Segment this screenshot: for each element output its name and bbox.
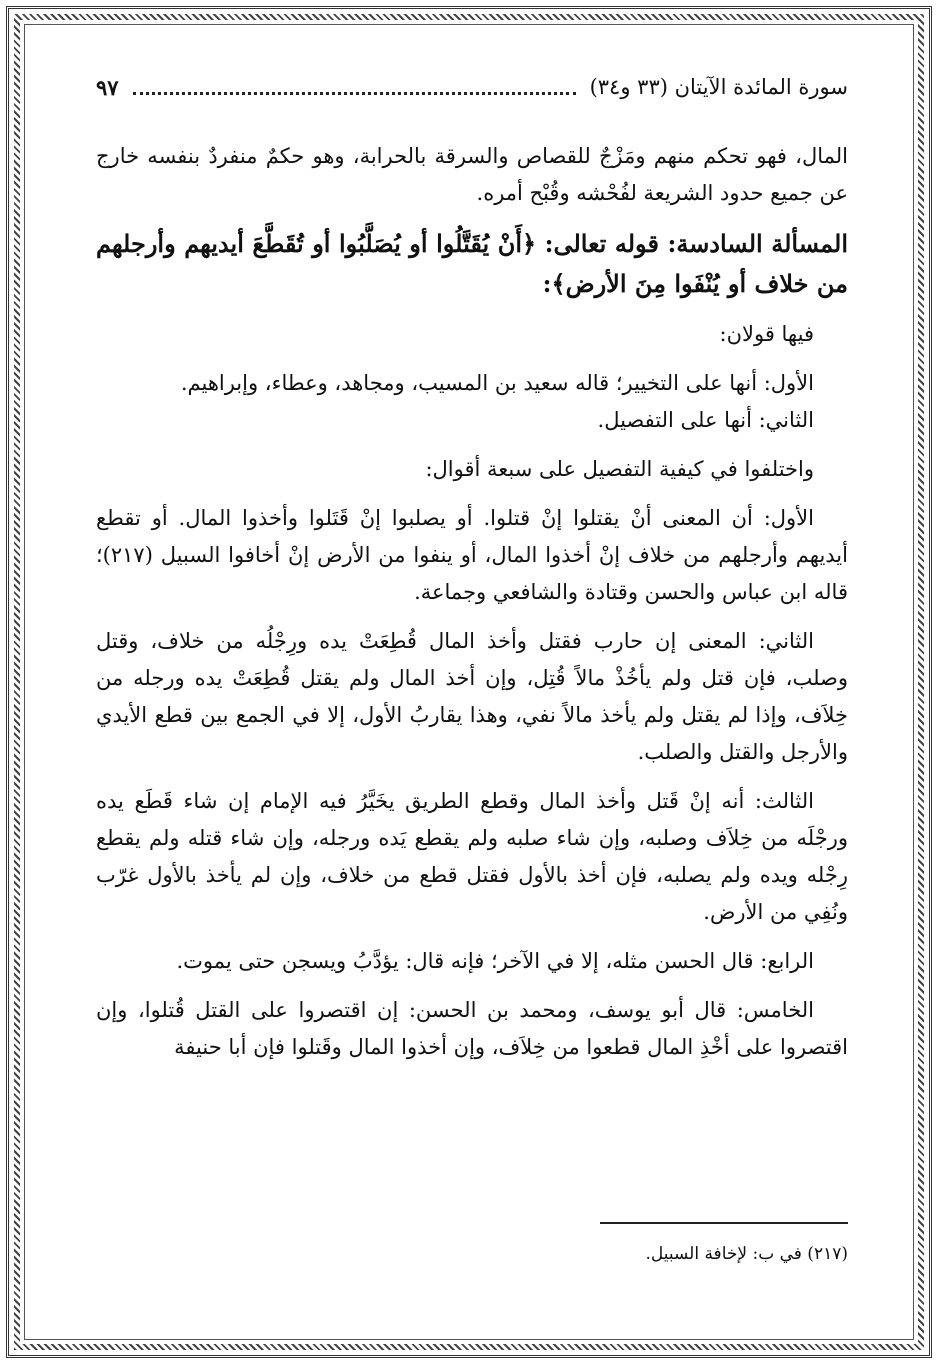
- paragraph: الخامس: قال أبو يوسف، ومحمد بن الحسن: إن اقتصروا على القتل قُتلوا، وإن اقتصروا على أخْذِ المال قطعوا من خِلاَف، وإن أخذوا المال وقَتلوا فإن أبا حنيفة: [96, 998, 848, 1059]
- footnote-separator: [600, 1222, 848, 1224]
- footnote: (٢١٧) في ب: لإخافة السبيل.: [645, 1244, 848, 1264]
- page-body: [96, 138, 848, 1078]
- paragraph: فيها قولان:: [719, 322, 814, 346]
- paragraph: الأول: أنها على التخيير؛ قاله سعيد بن المسيب، ومجاهد، وعطاء، وإبراهيم.: [180, 371, 814, 395]
- running-header: [96, 70, 848, 104]
- paragraph: المال، فهو تحكم منهم ومَزْجٌ للقصاص والسرقة بالحرابة، وهو حكمٌ منفردٌ بنفسه خارج عن جميع حدود الشريعة لفُحْشه وقُبْح أمره.: [96, 144, 848, 205]
- header-title: سورة المائدة الآيتان (٣٣ و٣٤): [589, 75, 848, 99]
- paragraph: الثاني: أنها على التفصيل.: [597, 408, 814, 432]
- paragraph: الثالث: أنه إنْ قَتل وأخذ المال وقطع الطريق يخَيَّرُ فيه الإمام إن شاء قَطَع يده ورجْلَه من خِلاَف وصلبه، وإن شاء صلبه ولم يقطع يَده ورجله، وإن شاء قتله ولم يقطع رِجْله ويده ولم يصلبه، فإن أخذ بالأول فقتل قطع من خلاف، وإن لم يأخذ بالأول غرّب ونُفِي من الأرض.: [96, 789, 848, 924]
- paragraph: الرابع: قال الحسن مثله، إلا في الآخر؛ فإنه قال: يؤدَّبُ ويسجن حتى يموت.: [176, 949, 814, 973]
- paragraph: واختلفوا في كيفية التفصيل على سبعة أقوال:: [425, 457, 814, 481]
- paragraph: الأول: أن المعنى أنْ يقتلوا إنْ قتلوا. أو يصلبوا إنْ قَتَلوا وأخذوا المال. أو تقطع أيديهم وأرجلهم من خلاف إنْ أخذوا المال، أو ينفوا من الأرض إنْ أخافوا السبيل (٢١٧)؛ قاله ابن عباس والحسن وقتادة والشافعي وجماعة.: [96, 506, 848, 604]
- header-leader-dots: [133, 80, 576, 95]
- page-number: ٩٧: [96, 74, 119, 100]
- section-heading: المسألة السادسة: قوله تعالى: ﴿أَنْ يُقَتَّلُوا أو يُصَلَّبُوا أو تُقَطَّعَ أيديهم وأرجلهم من خلاف أو يُنْفَوا مِنَ الأرض﴾:: [96, 229, 848, 298]
- paragraph: الثاني: المعنى إن حارب فقتل وأخذ المال قُطِعَتْ يده ورِجْلُه من خلاف، وقتل وصلب، فإن قتل ولم يأخُذْ مالاً قُتِل، وإن أخذ المال ولم يقتل قُطِعَتْ يده ورجله من خِلاَف، وإذا لم يقتل ولم يأخذ مالاً نفي، وهذا يقاربُ الأول، إلا في الجمع بين قطع الأيدي والأرجل والقتل والصلب.: [96, 629, 848, 764]
